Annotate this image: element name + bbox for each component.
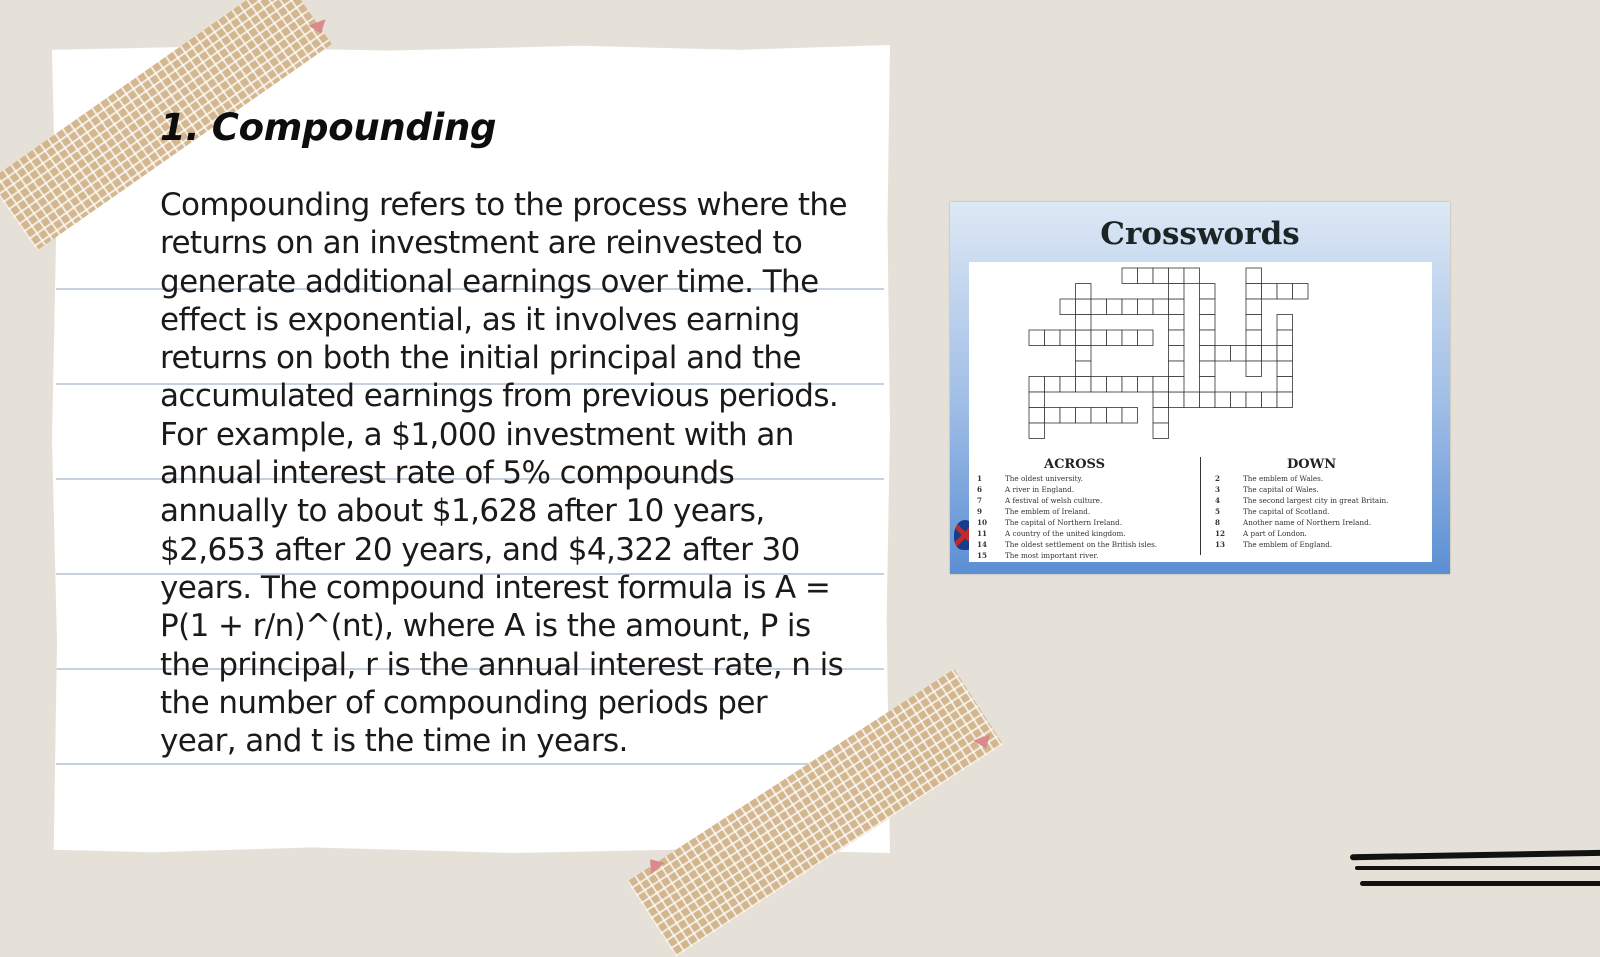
decorative-stroke	[1355, 866, 1600, 870]
down-header: DOWN	[1287, 457, 1337, 472]
crossword-cell	[1153, 268, 1169, 284]
crossword-cell	[1138, 299, 1154, 315]
clue-number: 8	[1215, 518, 1221, 527]
crossword-cell	[1200, 299, 1216, 315]
crossword-cell	[1153, 392, 1169, 408]
crossword-image	[950, 202, 1450, 574]
crossword-cell	[1029, 330, 1045, 346]
clue-text: The most important river.	[1005, 551, 1099, 560]
clue-item	[977, 495, 1102, 506]
clue-number: 6	[977, 485, 983, 494]
clue-text: The oldest settlement on the British isles.	[1005, 540, 1158, 549]
crossword-cell	[1200, 361, 1216, 377]
crossword-cell	[1277, 284, 1293, 300]
crossword-cell	[1277, 315, 1293, 331]
crossword-cell	[1246, 284, 1262, 300]
crossword-cell	[1138, 268, 1154, 284]
crossword-cell	[1169, 346, 1185, 362]
clue-divider	[1200, 457, 1201, 555]
crossword-cell	[1122, 377, 1138, 393]
crossword-cell	[1091, 408, 1107, 424]
crossword-cell	[1107, 330, 1123, 346]
crossword-cell	[1184, 268, 1200, 284]
crossword-cell	[1076, 284, 1092, 300]
clue-number: 9	[977, 507, 983, 516]
crossword-cell	[1169, 268, 1185, 284]
crossword-cell	[1215, 392, 1231, 408]
crossword-cell	[1169, 299, 1185, 315]
crossword-cell	[1076, 408, 1092, 424]
clue-number: 11	[977, 529, 988, 538]
crossword-cell	[1153, 408, 1169, 424]
crossword-cell	[1184, 392, 1200, 408]
crossword-cell	[1045, 330, 1061, 346]
clue-text: The capital of Wales.	[1243, 485, 1319, 494]
crossword-cell	[1029, 377, 1045, 393]
crossword-cell	[1200, 392, 1216, 408]
crossword-cell	[1060, 377, 1076, 393]
crossword-cell	[1138, 377, 1154, 393]
crossword-cell	[1246, 299, 1262, 315]
crossword-cell	[1169, 315, 1185, 331]
crossword-cell	[1200, 284, 1216, 300]
crossword-cell	[1262, 346, 1278, 362]
crossword-cell	[1107, 299, 1123, 315]
clue-text: The emblem of Ireland.	[1005, 507, 1091, 516]
crossword-cell	[1262, 284, 1278, 300]
clue-text: A festival of welsh culture.	[1005, 496, 1103, 505]
clue-text: Another name of Northern Ireland.	[1243, 518, 1371, 527]
clue-item	[977, 528, 1126, 539]
crossword-cell	[1060, 408, 1076, 424]
crossword-cell	[1122, 330, 1138, 346]
clue-item	[977, 473, 1083, 484]
paper-rule	[56, 763, 884, 765]
crossword-cell	[1138, 330, 1154, 346]
clue-item	[1215, 539, 1332, 550]
crossword-cell	[1060, 330, 1076, 346]
clue-number: 3	[1215, 485, 1221, 494]
crossword-cell	[1076, 346, 1092, 362]
clue-item	[1215, 484, 1319, 495]
crossword-cell	[1122, 408, 1138, 424]
clue-text: A river in England.	[1005, 485, 1075, 494]
crossword-cell	[1029, 392, 1045, 408]
crossword-title: Crosswords	[1100, 216, 1300, 252]
clue-text: The emblem of Wales.	[1243, 474, 1324, 483]
crossword-cell	[1200, 330, 1216, 346]
clue-item	[1215, 473, 1323, 484]
clue-text: A country of the united kingdom.	[1005, 529, 1126, 538]
crossword-cell	[1215, 346, 1231, 362]
crossword-cell	[1246, 392, 1262, 408]
crossword-cell	[1200, 377, 1216, 393]
decorative-stroke	[1360, 881, 1600, 886]
clue-number: 13	[1215, 540, 1226, 549]
crossword-cell	[1200, 315, 1216, 331]
crossword-cell	[1122, 299, 1138, 315]
crossword-cell	[1153, 423, 1169, 439]
crossword-cell	[1076, 361, 1092, 377]
clue-number: 12	[1215, 529, 1226, 538]
crossword-cell	[1153, 299, 1169, 315]
crossword-cell	[1060, 299, 1076, 315]
clue-item	[977, 517, 1122, 528]
crossword-cell	[1262, 392, 1278, 408]
crossword-cell	[1169, 392, 1185, 408]
body-paragraph: Compounding refers to the process where the returns on an investment are reinvested to generate additional earnings over time. The effect is exponential, as it involves earning returns on both the initial principal and the accumulated earnings from previous periods. For example, a $1,000 investment with an annual interest rate of 5% compounds annually to about $1,628 after 10 years, $2,653 after 20 years, and $4,322 after 30 years. The compound interest formula is A = P(1 + r/n)^(nt), where A is the amount, P is the principal, r is the annual interest rate, n is the number of compounding periods per year, and t is the time in years.	[160, 187, 847, 760]
crossword-cell	[1277, 330, 1293, 346]
crossword-cell	[1277, 361, 1293, 377]
clue-item	[1215, 517, 1371, 528]
clue-number: 7	[977, 496, 983, 505]
clue-item	[1215, 506, 1329, 517]
clue-number: 14	[977, 540, 988, 549]
clue-item	[977, 539, 1157, 550]
crossword-cell	[1231, 392, 1247, 408]
crossword-cell	[1076, 315, 1092, 331]
clue-text: The emblem of England.	[1243, 540, 1333, 549]
crossword-cell	[1169, 330, 1185, 346]
crossword-cell	[1246, 330, 1262, 346]
crossword-cell	[1045, 377, 1061, 393]
section-heading: 1. Compounding	[160, 106, 497, 149]
clue-item	[1215, 528, 1307, 539]
clue-list	[969, 457, 1432, 560]
clue-number: 5	[1215, 507, 1221, 516]
crossword-cell	[1246, 361, 1262, 377]
clue-number: 1	[977, 474, 983, 483]
crossword-cell	[1231, 346, 1247, 362]
crossword-cell	[1277, 377, 1293, 393]
crossword-grid	[969, 262, 1432, 452]
clue-text: The capital of Scotland.	[1243, 507, 1330, 516]
crossword-cell	[1029, 408, 1045, 424]
clue-item	[977, 484, 1074, 495]
clue-number: 4	[1215, 496, 1221, 505]
crossword-cell	[1200, 346, 1216, 362]
crossword-cell	[1122, 268, 1138, 284]
clue-item	[977, 506, 1090, 517]
clue-number: 10	[977, 518, 988, 527]
crossword-cell	[1153, 377, 1169, 393]
crossword-cell	[1045, 408, 1061, 424]
crossword-cell	[1277, 392, 1293, 408]
crossword-cell	[1076, 330, 1092, 346]
crossword-cell	[1246, 268, 1262, 284]
crossword-cell	[1076, 299, 1092, 315]
crossword-cell	[1293, 284, 1309, 300]
clue-text: The second largest city in great Britain.	[1243, 496, 1389, 505]
crossword-cell	[1246, 346, 1262, 362]
clue-item	[1215, 495, 1388, 506]
clue-text: The capital of Northern Ireland.	[1005, 518, 1123, 527]
clue-item	[977, 550, 1098, 561]
crossword-cell	[1277, 346, 1293, 362]
crossword-cell	[1169, 361, 1185, 377]
crossword-cell	[1107, 408, 1123, 424]
crossword-cell	[1076, 377, 1092, 393]
crossword-cell	[1246, 315, 1262, 331]
crossword-sheet	[969, 262, 1432, 562]
clue-number: 2	[1215, 474, 1221, 483]
crossword-cell	[1169, 284, 1185, 300]
crossword-cell	[1091, 330, 1107, 346]
crossword-cell	[1029, 423, 1045, 439]
crossword-cell	[1169, 377, 1185, 393]
crossword-cell	[1107, 377, 1123, 393]
clue-number: 15	[977, 551, 988, 560]
clue-text: A part of London.	[1243, 529, 1307, 538]
crossword-cell	[1091, 299, 1107, 315]
crossword-cell	[1091, 377, 1107, 393]
clue-text: The oldest university.	[1005, 474, 1083, 483]
decorative-stroke	[1350, 850, 1600, 861]
across-header: ACROSS	[1044, 457, 1106, 472]
